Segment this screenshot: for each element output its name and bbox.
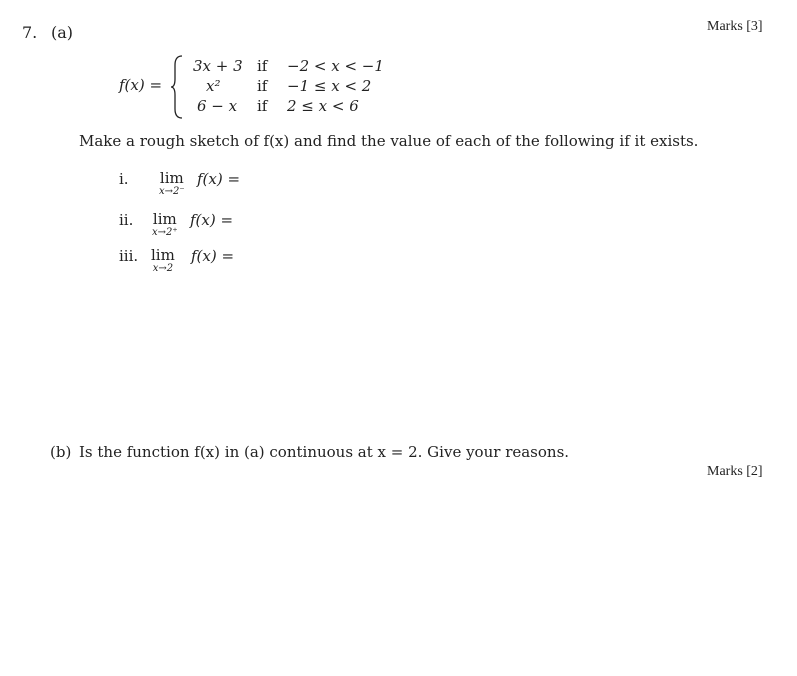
case-condition-3: 2 ≤ x < 6 — [287, 97, 359, 115]
case-if-3: if — [257, 97, 268, 115]
lim-word-3: lim — [151, 246, 175, 264]
lim-operator-2 — [152, 210, 178, 238]
question-number: 7. — [22, 23, 38, 42]
part-a-marks: Marks [3] — [707, 19, 763, 34]
lim-expr-1: f(x) = — [197, 170, 241, 188]
item-label-2: ii. — [119, 211, 134, 229]
case-if-2: if — [257, 77, 268, 95]
lim-expr-2: f(x) = — [190, 211, 234, 229]
part-b-text: Is the function f(x) in (a) continuous at x = 2. Give your reasons. — [79, 443, 570, 461]
part-b-label: (b) — [50, 443, 72, 461]
case-expr-1: 3x + 3 — [193, 57, 243, 75]
lim-word-1: lim — [159, 169, 184, 187]
function-lhs: f(x) = — [119, 76, 163, 94]
case-expr-2: x² — [206, 77, 221, 95]
part-b-marks: Marks [2] — [707, 464, 763, 479]
item-label-1: i. — [119, 170, 129, 188]
case-expr-3: 6 − x — [197, 97, 238, 115]
case-condition-2: −1 ≤ x < 2 — [287, 77, 372, 95]
lim-operator-3 — [151, 246, 175, 274]
case-if-1: if — [257, 57, 268, 75]
instruction-text: Make a rough sketch of f(x) and find the value of each of the following if it exists. — [79, 132, 699, 150]
lim-word-2: lim — [152, 210, 177, 228]
left-brace-icon — [170, 55, 184, 119]
case-condition-1: −2 < x < −1 — [287, 57, 384, 75]
lim-expr-3: f(x) = — [191, 247, 235, 265]
lim-operator-1 — [159, 169, 185, 197]
lim-sub-1: x→2⁻ — [159, 186, 185, 197]
item-label-3: iii. — [119, 247, 139, 265]
lim-sub-3: x→2 — [152, 263, 174, 274]
part-a-label: (a) — [51, 23, 74, 42]
lim-sub-2: x→2⁺ — [152, 227, 178, 238]
